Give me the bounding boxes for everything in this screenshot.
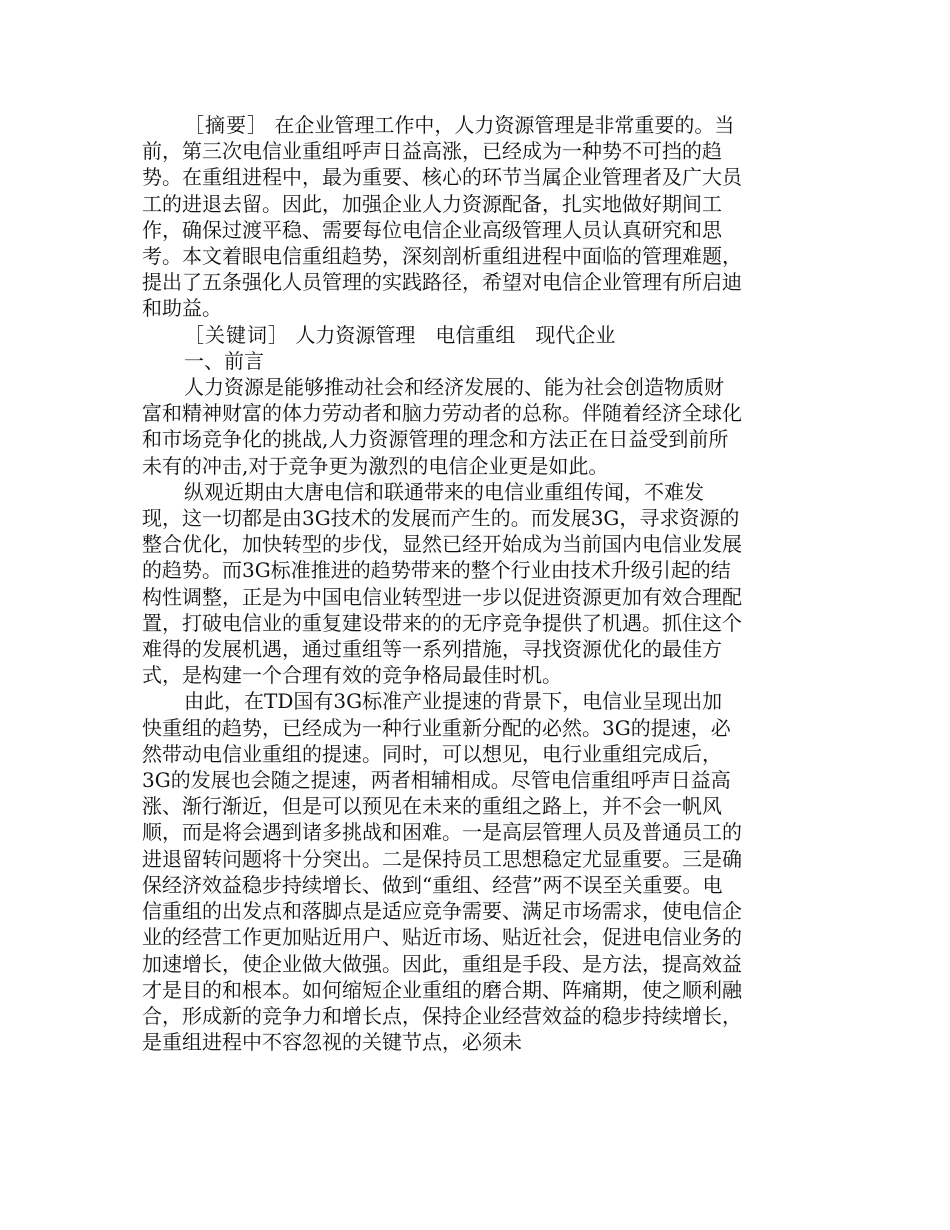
document-body [142,112,742,1055]
keywords-paragraph [142,322,742,348]
abstract-label: ［摘要］ [184,113,268,137]
section-heading: 一、前言 [184,348,264,373]
abstract-paragraph [142,112,742,322]
keywords-label: ［关键词］ [184,322,289,347]
body-paragraph-2: 纵观近期由大唐电信和联通带来的电信业重组传闻，不难发现，这一切都是由3G技术的发展而产生的。而发展3G，寻求资源的整合优化，加快转型的步伐，显然已经开始成为当前国内电信业发展的趋势。而3G标准推进的趋势带来的整个行业由技术升级引起的结构性调整，正是为中国电信业转型进一步以促进资源更加有效合理配置，打破电信业的重复建设带来的的无序竞争提供了机遇。抓住这个难得的发展机遇，通过重组等一系列措施，寻找资源优化的最佳方式，是构建一个合理有效的竞争格局最佳时机。 [142,479,742,688]
keywords-text: 人力资源管理 电信重组 现代企业 [295,322,616,347]
body-paragraph-3: 由此，在TD国有3G标准产业提速的背景下，电信业呈现出加快重组的趋势，已经成为一种行业重新分配的必然。3G的提速，必然带动电信业重组的提速。同时，可以想见，电行业重组完成后，3G的发展也会随之提速，两者相辅相成。尽管电信重组呼声日益高涨、渐行渐近，但是可以预见在未来的重组之路上，并不会一帆风顺，而是将会遇到诸多挑战和困难。一是高层管理人员及普通员工的进退留转问题将十分突出。二是保持员工思想稳定尤显重要。三是确保经济效益稳步持续增长、做到“重组、经营”两不误至关重要。电信重组的出发点和落脚点是适应竞争需要、满足市场需求，使电信企业的经营工作更加贴近用户、贴近市场、贴近社会，促进电信业务的加速增长，使企业做大做强。因此，重组是手段、是方法，提高效益才是目的和根本。如何缩短企业重组的磨合期、阵痛期，使之顺利融合，形成新的竞争力和增长点，保持企业经营效益的稳步持续增长，是重组进程中不容忽视的关键节点，必须未 [142,689,742,1055]
body-paragraph-1: 人力资源是能够推动社会和经济发展的、能为社会创造物质财富和精神财富的体力劳动者和脑力劳动者的总称。伴随着经济全球化和市场竞争化的挑战,人力资源管理的理念和方法正在日益受到前所未有的冲击,对于竞争更为激烈的电信企业更是如此。 [142,375,742,478]
abstract-text: 在企业管理工作中，人力资源管理是非常重要的。当前，第三次电信业重组呼声日益高涨，已经成为一种势不可挡的趋势。在重组进程中，最为重要、核心的环节当属企业管理者及广大员工的进退去留。因此，加强企业人力资源配备，扎实地做好期间工作，确保过渡平稳、需要每位电信企业高级管理人员认真研究和思考。本文着眼电信重组趋势，深刻剖析重组进程中面临的管理难题，提出了五条强化人员管理的实践路径，希望对电信企业管理有所启迪和助益。 [142,113,742,321]
